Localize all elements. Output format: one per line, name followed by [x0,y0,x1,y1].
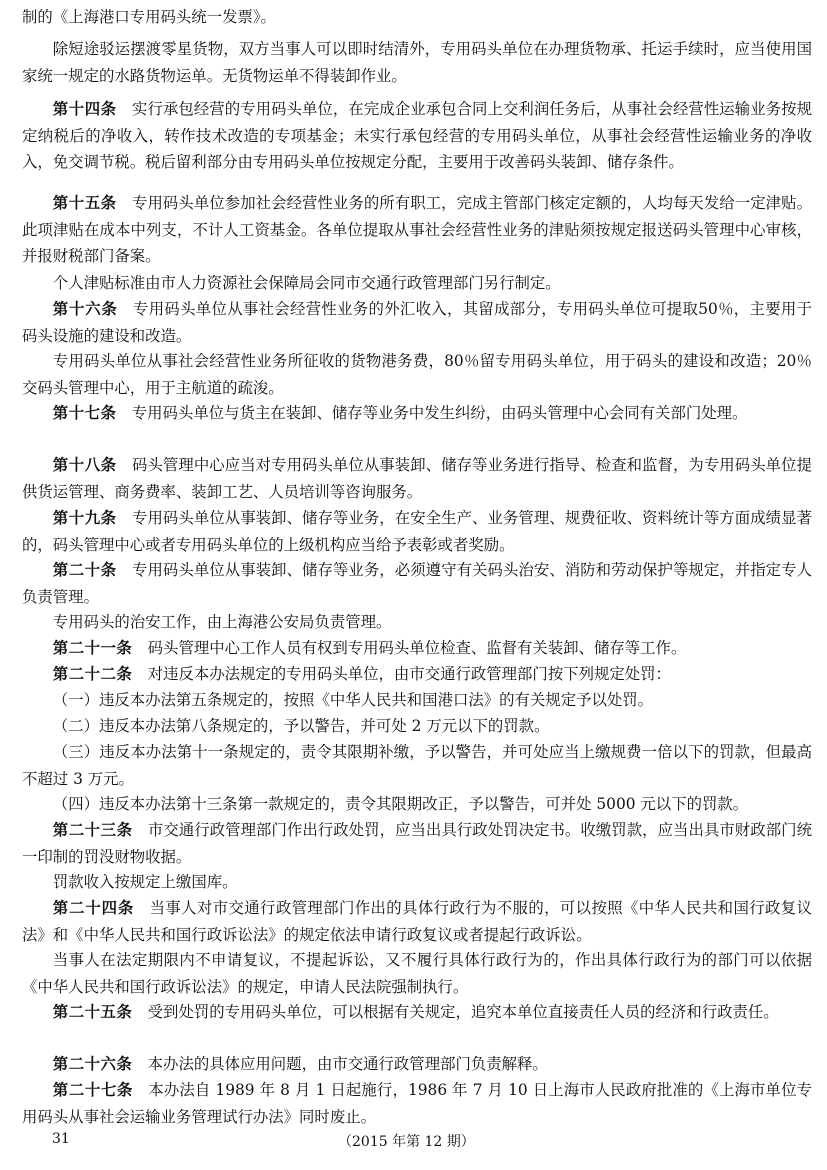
paragraph-text: 当事人在法定期限内不申请复议，不提起诉讼，又不履行具体行政行为的，作出具体行政行为的部门可以依据《中华人民共和国行政诉讼法》的规定，申请人民法院强制执行。 [22,951,812,996]
article-20 [22,557,812,610]
article-heading: 第十九条 [52,509,117,527]
paragraph-text: 码头管理中心应当对专用码头单位从事装卸、储存等业务进行指导、检查和监督，为专用码头单位提供货运管理、商务费率、装卸工艺、人员培训等咨询服务。 [22,456,812,501]
article-heading: 第二十四条 [52,899,135,917]
paragraph-text: 码头管理中心工作人员有权到专用码头单位检查、监督有关装卸、储存等工作。 [147,639,687,657]
article-heading: 第二十一条 [52,639,133,657]
article-19 [22,505,812,558]
article-17 [22,400,812,427]
paragraph [22,609,812,636]
paragraph-text: 本办法的具体应用问题，由市交通行政管理部门负责解释。 [147,1055,548,1073]
paragraph-text: 当事人对市交通行政管理部门作出的具体行政行为不服的，可以按照《中华人民共和国行政复议法》和《中华人民共和国行政诉讼法》的规定依法申请行政复议或者提起行政诉讼。 [22,899,812,944]
paragraph-text: 专用码头单位从事社会经营性业务所征收的货物港务费，80％留专用码头单位，用于码头的建设和改造；20％交码头管理中心，用于主航道的疏浚。 [22,352,812,397]
article-heading: 第二十五条 [52,1003,133,1021]
article-heading: 第十六条 [52,300,118,318]
paragraph-text: 受到处罚的专用码头单位，可以根据有关规定，追究本单位直接责任人员的经济和行政责任。 [147,1003,779,1021]
article-heading: 第十四条 [52,100,117,118]
paragraph [22,4,812,31]
article-heading: 第二十二条 [52,665,133,683]
paragraph-text: （一）违反本办法第五条规定的，按照《中华人民共和国港口法》的有关规定予以处罚。 [52,691,654,709]
paragraph [22,36,812,89]
paragraph-text: 实行承包经营的专用码头单位，在完成企业承包合同上交利润任务后，从事社会经营性运输业务按规定纳税后的净收入，转作技术改造的专项基金；未实行承包经营的专用码头单位，从事社会经营性运输业务的净收入，免交调节税。税后留利部分由专用码头单位按规定分配，主要用于改善码头装卸、储存条件。 [22,100,812,172]
article-14 [22,96,812,176]
paragraph-text: 本办法自 1989 年 8 月 1 日起施行，1986 年 7 月 10 日上海市人民政府批准的《上海市单位专用码头从事社会运输业务管理试行办法》同时废止。 [22,1081,812,1126]
paragraph [22,348,812,401]
article-heading: 第二十六条 [52,1055,133,1073]
paragraph [22,687,812,714]
paragraph-text: 专用码头单位从事装卸、储存等业务，必须遵守有关码头治安、消防和劳动保护等规定，并指定专人负责管理。 [22,561,812,606]
paragraph-text: 专用码头单位参加社会经营性业务的所有职工，完成主管部门核定定额的，人均每天发给一定津贴。此项津贴在成本中列支，不计人工资基金。各单位提取从事社会经营性业务的津贴须按规定报送码头管理中心审核，并报财税部门备案。 [22,194,812,266]
paragraph-text: 对违反本办法规定的专用码头单位，由市交通行政管理部门按下列规定处罚： [147,665,671,683]
paragraph [22,713,812,740]
article-heading: 第十七条 [52,404,117,422]
article-24 [22,895,812,948]
paragraph [22,791,812,818]
paragraph-text: 专用码头的治安工作，由上海港公安局负责管理。 [52,613,392,631]
article-heading: 第二十七条 [52,1081,133,1099]
paragraph-text: 制的《上海港口专用码头统一发票》。 [22,8,276,26]
article-22 [22,661,812,688]
article-18 [22,452,812,505]
paragraph-text: 市交通行政管理部门作出行政处罚，应当出具行政处罚决定书。收缴罚款，应当出具市财政部门统一印制的罚没财物收据。 [22,821,812,866]
paragraph-text: 除短途驳运摆渡零星货物，双方当事人可以即时结清外，专用码头单位在办理货物承、托运手续时，应当使用国家统一规定的水路货物运单。无货物运单不得装卸作业。 [22,40,812,85]
article-15 [22,190,812,270]
paragraph-text: （二）违反本办法第八条规定的，予以警告，并可处 2 万元以下的罚款。 [52,717,550,735]
paragraph-text: 罚款收入按规定上缴国库。 [52,873,238,891]
paragraph [22,739,812,792]
paragraph [22,270,812,297]
paragraph-text: （三）违反本办法第十一条规定的，责令其限期补缴，予以警告，并可处应当上缴规费一倍以下的罚款，但最高不超过 3 万元。 [22,743,812,788]
article-16 [22,296,812,349]
article-21 [22,635,812,662]
article-27 [22,1077,812,1130]
paragraph-text: 专用码头单位从事装卸、储存等业务，在安全生产、业务管理、规费征收、资料统计等方面成绩显著的，码头管理中心或者专用码头单位的上级机构应当给予表彰或者奖励。 [22,509,812,554]
paragraph [22,947,812,1000]
page-number: 31 [52,1131,70,1147]
article-23 [22,817,812,870]
paragraph-text: （四）违反本办法第十三条第一款规定的，责令其限期改正，予以警告，可并处 5000 元以下的罚款。 [52,795,749,813]
article-heading: 第二十条 [52,561,117,579]
paragraph-text: 专用码头单位与货主在装卸、储存等业务中发生纠纷，由码头管理中心会同有关部门处理。 [131,404,748,422]
article-heading: 第二十三条 [52,821,133,839]
paragraph-text: 专用码头单位从事社会经营性业务的外汇收入，其留成部分，专用码头单位可提取50％，主要用于码头设施的建设和改造。 [22,300,812,345]
paragraph [22,869,812,896]
article-26 [22,1051,812,1078]
paragraph-text: 个人津贴标准由市人力资源社会保障局会同市交通行政管理部门另行制定。 [52,274,561,292]
issue-label: （2015 年第 12 期） [338,1134,475,1150]
article-heading: 第十八条 [52,456,117,474]
article-25 [22,999,812,1026]
article-heading: 第十五条 [52,194,117,212]
